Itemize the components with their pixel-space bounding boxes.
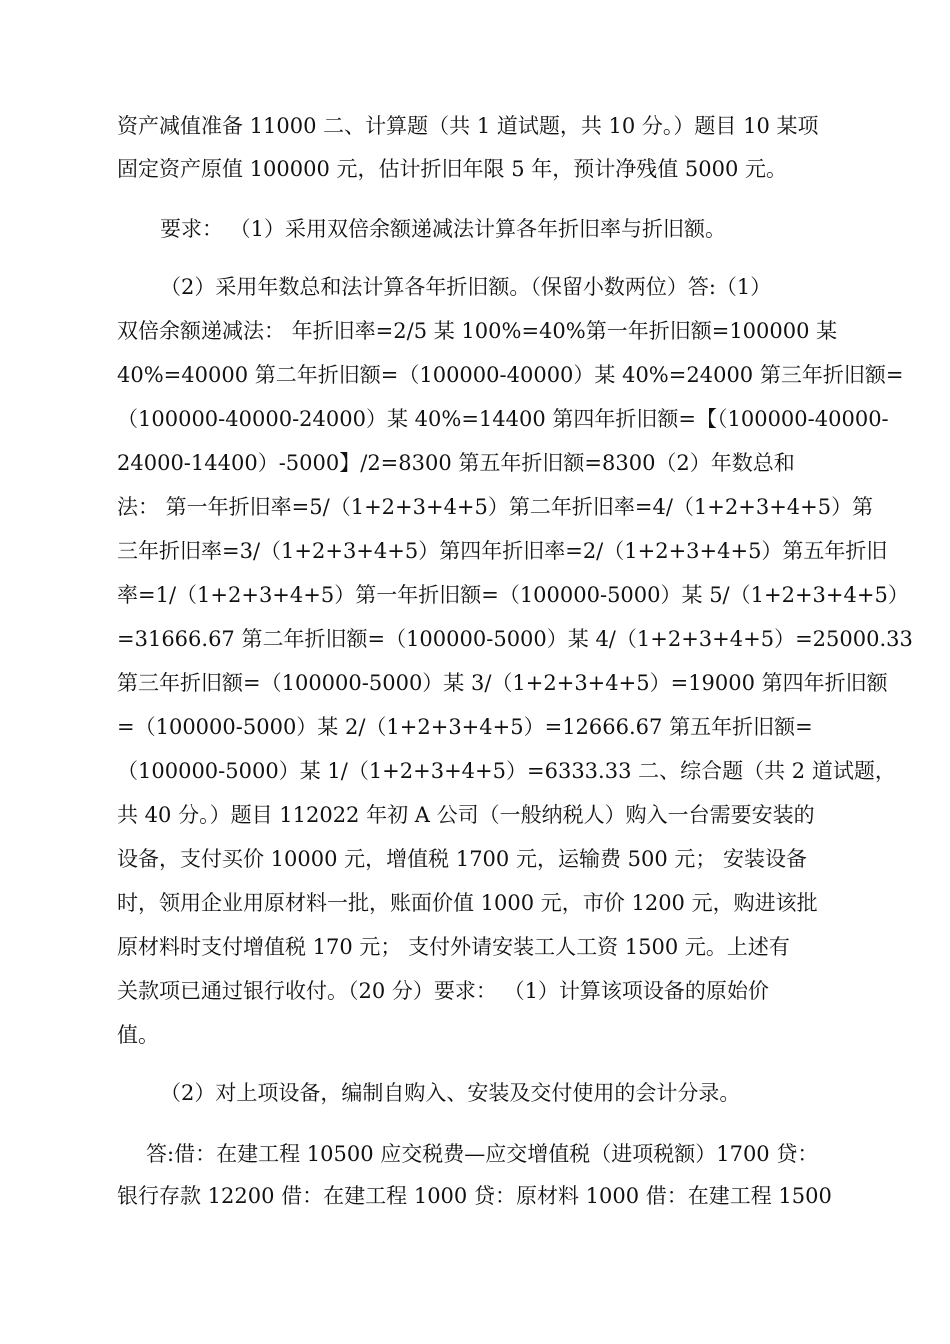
text-line-9: 法： 第一年折旧率=5/（1+2+3+4+5）第二年折旧率=4/（1+2+3+4+5）第	[117, 495, 874, 519]
text-line-11: 率=1/（1+2+3+4+5）第一年折旧额=（100000-5000）某 5/（1+2+3+4+5）	[117, 583, 909, 607]
text-line-19: 原材料时支付增值税 170 元； 支付外请安装工人工资 1500 元。上述有	[117, 935, 790, 959]
text-line-24: 银行存款 12200 借：在建工程 1000 贷：原材料 1000 借：在建工程 1500	[117, 1184, 832, 1208]
text-line-21: 值。	[117, 1023, 159, 1047]
text-line-13: 第三年折旧额=（100000-5000）某 3/（1+2+3+4+5）=19000 第四年折旧额	[117, 671, 888, 695]
text-line-22: （2）对上项设备，编制自购入、安装及交付使用的会计分录。	[160, 1081, 741, 1105]
text-line-17: 设备，支付买价 10000 元，增值税 1700 元，运输费 500 元； 安装设备	[117, 847, 808, 871]
text-line-1: 资产减值准备 11000 二、计算题（共 1 道试题，共 10 分。）题目 10 某项	[117, 114, 819, 138]
text-line-23: 答:借：在建工程 10500 应交税费—应交增值税（进项税额）1700 贷：	[146, 1142, 819, 1166]
text-line-6: 40%=40000 第二年折旧额=（100000-40000）某 40%=24000 第三年折旧额=	[117, 363, 904, 387]
text-line-12: =31666.67 第二年折旧额=（100000-5000）某 4/（1+2+3+4+5）=25000.33	[117, 627, 913, 651]
text-line-7: （100000-40000-24000）某 40%=14400 第四年折旧额=【（100000-40000-	[117, 407, 889, 431]
text-line-2: 固定资产原值 100000 元，估计折旧年限 5 年，预计净残值 5000 元。	[117, 157, 788, 181]
text-line-18: 时，领用企业用原材料一批，账面价值 1000 元，市价 1200 元，购进该批	[117, 891, 818, 915]
text-line-16: 共 40 分。）题目 112022 年初 A 公司（一般纳税人）购入一台需要安装的	[117, 803, 815, 827]
text-line-3: 要求： （1）采用双倍余额递减法计算各年折旧率与折旧额。	[160, 217, 727, 241]
text-line-8: 24000-14400）-5000】/2=8300 第五年折旧额=8300（2）年数总和	[117, 451, 795, 475]
text-line-10: 三年折旧率=3/（1+2+3+4+5）第四年折旧率=2/（1+2+3+4+5）第五年折旧	[117, 539, 888, 563]
text-line-20: 关款项已通过银行收付。（20 分）要求： （1）计算该项设备的原始价	[117, 979, 769, 1003]
text-line-15: （100000-5000）某 1/（1+2+3+4+5）=6333.33 二、综合题（共 2 道试题，	[117, 759, 896, 783]
text-line-5: 双倍余额递减法： 年折旧率=2/5 某 100%=40%第一年折旧额=100000 某	[117, 319, 838, 343]
text-line-4: （2）采用年数总和法计算各年折旧额。（保留小数两位）答:（1）	[160, 275, 772, 299]
text-line-14: =（100000-5000）某 2/（1+2+3+4+5）=12666.67 第五年折旧额=	[117, 715, 813, 739]
